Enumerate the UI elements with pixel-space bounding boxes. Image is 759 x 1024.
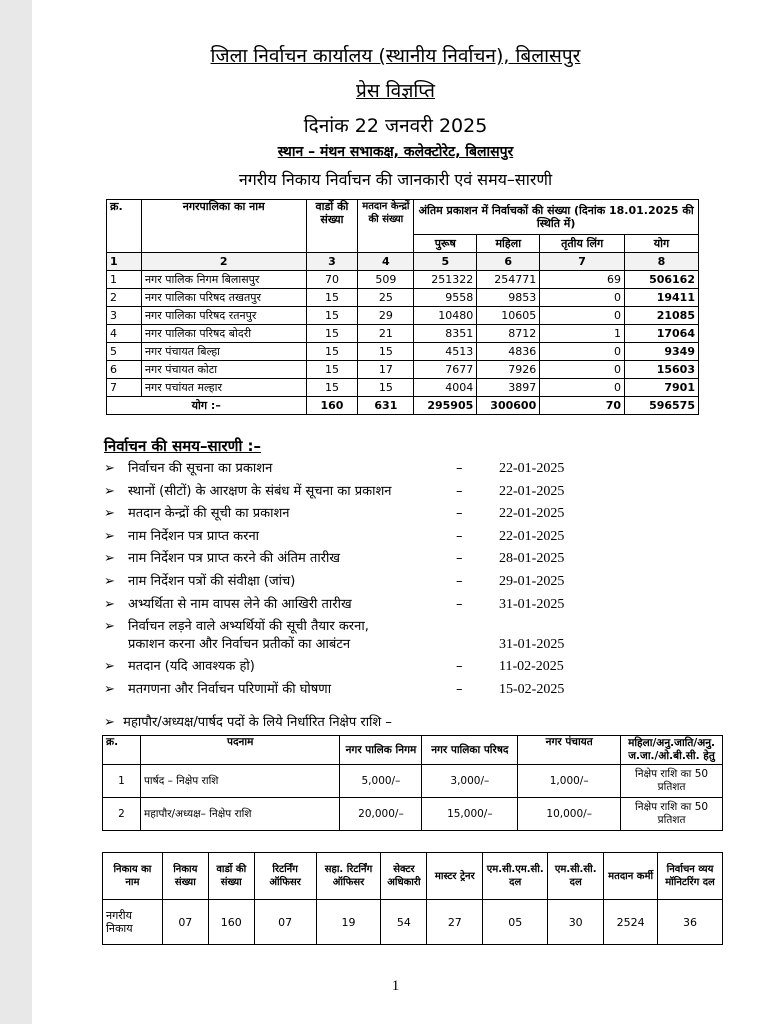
sum-value: 27 [427,900,483,945]
row-wards: 15 [306,307,358,325]
schedule-item [104,571,664,594]
row-female: 7926 [477,361,540,379]
dep-row-panchayat: 1,000/– [518,765,621,798]
sum-value: 19 [316,900,381,945]
column-number: 2 [141,253,306,271]
schedule-label: नाम निर्देशन पत्र प्राप्त करने की अंतिम तारीख [128,551,341,567]
sum-header: सेक्टर अधिकारी [381,853,427,900]
row-name: नगर पालिका परिषद तखतपुर [141,289,306,307]
sum-value: 2524 [604,900,658,945]
header-municipality-name: नगरपालिका का नाम [141,200,306,253]
column-number: 3 [306,253,358,271]
schedule-dash: – [456,461,463,476]
total-male: 295905 [414,397,477,415]
schedule-list [104,458,664,701]
row-name: नगर पालिक निगम बिलासपुर [141,271,306,289]
arrow-bullet-icon: ➢ [104,483,115,499]
row-sno: 1 [107,271,142,289]
dep-header-post: पदनाम [140,736,340,765]
schedule-item [104,616,664,656]
schedule-label [128,618,369,654]
header-wards: वार्डो की संख्या [306,200,358,253]
dep-row-panchayat: 10,000/– [518,798,621,831]
resources-table [102,852,723,945]
schedule-label-line2: प्रकाशन करना और निर्वाचन प्रतीकों का आबंटन [128,637,351,653]
schedule-date: 22-01-2025 [499,461,565,476]
column-number: 8 [625,253,699,271]
row-sno: 3 [107,307,142,325]
schedule-dash: – [456,551,463,567]
arrow-bullet-icon: ➢ [104,715,115,730]
subject-heading: नगरीय निकाय निर्वाचन की जानकारी एवं समय–सारणी [238,170,553,189]
schedule-item [104,481,664,504]
dep-row-women-reserved: निक्षेप राशि का 50 प्रतिशत [621,798,723,831]
dep-header-council: नगर पालिका परिषद [422,736,518,765]
dep-header-sno: क्र. [103,736,141,765]
row-wards: 15 [306,343,358,361]
sum-header: रिटर्निंग ऑफिसर [254,853,316,900]
row-booths: 509 [358,271,414,289]
schedule-date: 11-02-2025 [499,659,564,675]
schedule-dash: – [456,506,463,522]
schedule-label: मतदान केन्द्रों की सूची का प्रकाशन [128,506,290,522]
schedule-item [104,548,664,571]
release-date: दिनांक 22 जनवरी 2025 [303,115,488,137]
row-female: 9853 [477,289,540,307]
schedule-dash: – [456,483,463,499]
row-sno: 4 [107,325,142,343]
row-total: 506162 [625,271,699,289]
sum-value: 30 [548,900,604,945]
header-total: योग [625,235,699,253]
sum-header: मतदान कर्मी [604,853,658,900]
arrow-bullet-icon: ➢ [104,681,115,697]
row-total: 19411 [625,289,699,307]
row-wards: 15 [306,289,358,307]
column-number: 7 [540,253,625,271]
arrow-bullet-icon: ➢ [104,619,115,635]
sum-header: सहा. रिटर्निंग ऑफिसर [316,853,381,900]
deposit-heading [104,712,392,730]
total-label: योग :– [107,397,307,415]
sum-value: 07 [162,900,208,945]
sum-header: निर्वाचन व्यय मॉनिटरिंग दल [658,853,723,900]
dep-header-corporation: नगर पालिक निगम [340,736,422,765]
arrow-bullet-icon: ➢ [104,461,115,476]
row-third: 0 [540,343,625,361]
schedule-dash: – [456,573,463,589]
voters-table [106,199,699,415]
row-total: 17064 [625,325,699,343]
schedule-label-line1: निर्वाचन लड़ने वाले अभ्यर्थियों की सूची तैयार करना, [128,619,369,635]
table-row [107,361,699,379]
row-wards: 15 [306,361,358,379]
table-row [107,271,699,289]
schedule-item [104,526,664,549]
total-wards: 160 [306,397,358,415]
arrow-bullet-icon: ➢ [104,528,115,544]
schedule-date: 22-01-2025 [499,528,565,544]
dep-row-sno: 1 [103,765,141,798]
sum-value: 160 [208,900,254,945]
sum-value: नगरीय निकाय [103,900,163,945]
row-wards: 70 [306,271,358,289]
sum-header: निकाय संख्या [162,853,208,900]
dep-header-women-reserved: महिला/अनु.जाति/अनु. ज.जा./ओ.बी.सी. हेतु [621,736,723,765]
row-sno: 2 [107,289,142,307]
sum-value: 54 [381,900,427,945]
row-booths: 15 [358,379,414,397]
row-name: नगर पालिका परिषद बोदरी [141,325,306,343]
row-male: 4513 [414,343,477,361]
schedule-dash: – [456,528,463,544]
row-booths: 29 [358,307,414,325]
table-row [103,765,723,798]
row-third: 0 [540,361,625,379]
dep-row-corporation: 20,000/– [340,798,422,831]
deposit-heading-text: महापौर/अध्यक्ष/पार्षद पदों के लिये निर्धारित निक्षेप राशि – [123,715,392,730]
row-booths: 15 [358,343,414,361]
schedule-label: नाम निर्देशन पत्र प्राप्त करना [128,528,260,544]
schedule-dash: – [456,659,463,675]
arrow-bullet-icon: ➢ [104,659,115,675]
venue: स्थान – मंथन सभाकक्ष, कलेक्टोरेट, बिलासपुर [277,144,514,160]
row-name: नगर पंचायत कोटा [141,361,306,379]
header-voters: अंतिम प्रकाशन में निर्वाचकों की संख्या (दिनांक 18.01.2025 की स्थिति में) [414,200,699,235]
schedule-date: 22-01-2025 [499,483,565,499]
row-booths: 25 [358,289,414,307]
row-sno: 7 [107,379,142,397]
row-male: 4004 [414,379,477,397]
row-sno: 6 [107,361,142,379]
row-booths: 17 [358,361,414,379]
schedule-label: स्थानों (सीटों) के आरक्षण के संबंध में सूचना का प्रकाशन [128,483,392,499]
schedule-dash: – [456,596,463,612]
document-page [32,0,759,1024]
row-third: 0 [540,307,625,325]
schedule-label: नाम निर्देशन पत्रों की संवीक्षा (जांच) [128,573,296,589]
schedule-date: 22-01-2025 [499,506,565,522]
arrow-bullet-icon: ➢ [104,506,115,522]
total-third: 70 [540,397,625,415]
row-male: 9558 [414,289,477,307]
schedule-date: 31-01-2025 [499,596,565,612]
schedule-label: मतदान (यदि आवश्यक हो) [128,659,255,675]
header-sno: क्र. [107,200,142,253]
row-male: 8351 [414,325,477,343]
row-sno: 5 [107,343,142,361]
row-third: 0 [540,379,625,397]
dep-row-corporation: 5,000/– [340,765,422,798]
row-female: 3897 [477,379,540,397]
schedule-date: 15-02-2025 [499,681,565,697]
deposit-table [102,735,723,831]
header-third-gender: तृतीय लिंग [540,235,625,253]
arrow-bullet-icon: ➢ [104,573,115,589]
sum-header: निकाय का नाम [103,853,163,900]
sum-header: मास्टर ट्रेनर [427,853,483,900]
table-row [103,798,723,831]
sum-header: वार्डो की संख्या [208,853,254,900]
schedule-label: मतगणना और निर्वाचन परिणामों की घोषणा [128,681,332,697]
row-third: 0 [540,289,625,307]
header-female: महिला [477,235,540,253]
schedule-item [104,458,664,481]
column-number: 6 [477,253,540,271]
page-number: 1 [391,978,400,994]
row-name: नगर पचांयत मल्हार [141,379,306,397]
row-male: 251322 [414,271,477,289]
row-third: 1 [540,325,625,343]
schedule-date: 29-01-2025 [499,573,565,589]
table-row [107,379,699,397]
sum-value: 05 [483,900,548,945]
row-total: 9349 [625,343,699,361]
schedule-item [104,656,664,679]
dep-header-panchayat: नगर पंचायत [518,736,621,765]
table-row [107,289,699,307]
dep-row-post: पार्षद – निक्षेप राशि [140,765,340,798]
table-row [107,307,699,325]
row-total: 7901 [625,379,699,397]
total-total: 596575 [625,397,699,415]
row-total: 15603 [625,361,699,379]
arrow-bullet-icon: ➢ [104,596,115,612]
row-name: नगर पालिका परिषद रतनपुर [141,307,306,325]
column-number: 5 [414,253,477,271]
schedule-date: 31-01-2025 [499,637,565,653]
office-title: जिला निर्वाचन कार्यालय (स्थानीय निर्वाचन), बिलासपुर [210,45,581,67]
dep-row-council: 3,000/– [422,765,518,798]
dep-row-sno: 2 [103,798,141,831]
schedule-label: अभ्यर्थिता से नाम वापस लेने की आखिरी तारीख [128,596,352,612]
row-wards: 15 [306,379,358,397]
press-release-title: प्रेस विज्ञप्ति [356,80,435,102]
schedule-item [104,503,664,526]
row-male: 10480 [414,307,477,325]
row-female: 10605 [477,307,540,325]
schedule-heading: निर्वाचन की समय–सारणी :– [104,437,262,455]
arrow-bullet-icon: ➢ [104,551,115,567]
total-row [107,397,699,415]
row-female: 8712 [477,325,540,343]
sum-header: एम.सी.एम.सी. दल [483,853,548,900]
sum-header: एम.सी.सी. दल [548,853,604,900]
sum-value: 36 [658,900,723,945]
table-row [107,325,699,343]
column-number: 4 [358,253,414,271]
row-male: 7677 [414,361,477,379]
total-female: 300600 [477,397,540,415]
row-wards: 15 [306,325,358,343]
header-booths: मतदान केन्द्रों की संख्या [358,200,414,253]
total-booths: 631 [358,397,414,415]
table-row [103,900,723,945]
table-row [107,343,699,361]
dep-row-council: 15,000/– [422,798,518,831]
row-name: नगर पंचायत बिल्हा [141,343,306,361]
row-third: 69 [540,271,625,289]
column-number: 1 [107,253,142,271]
schedule-label: निर्वाचन की सूचना का प्रकाशन [128,461,273,476]
header-male: पुरूष [414,235,477,253]
row-total: 21085 [625,307,699,325]
row-booths: 21 [358,325,414,343]
schedule-item [104,679,664,702]
dep-row-women-reserved: निक्षेप राशि का 50 प्रतिशत [621,765,723,798]
schedule-date: 28-01-2025 [499,551,565,567]
dep-row-post: महापौर/अध्यक्ष– निक्षेप राशि [140,798,340,831]
sum-value: 07 [254,900,316,945]
schedule-dash: – [456,681,463,697]
column-number-row [107,253,699,271]
row-female: 4836 [477,343,540,361]
schedule-item [104,594,664,617]
row-female: 254771 [477,271,540,289]
